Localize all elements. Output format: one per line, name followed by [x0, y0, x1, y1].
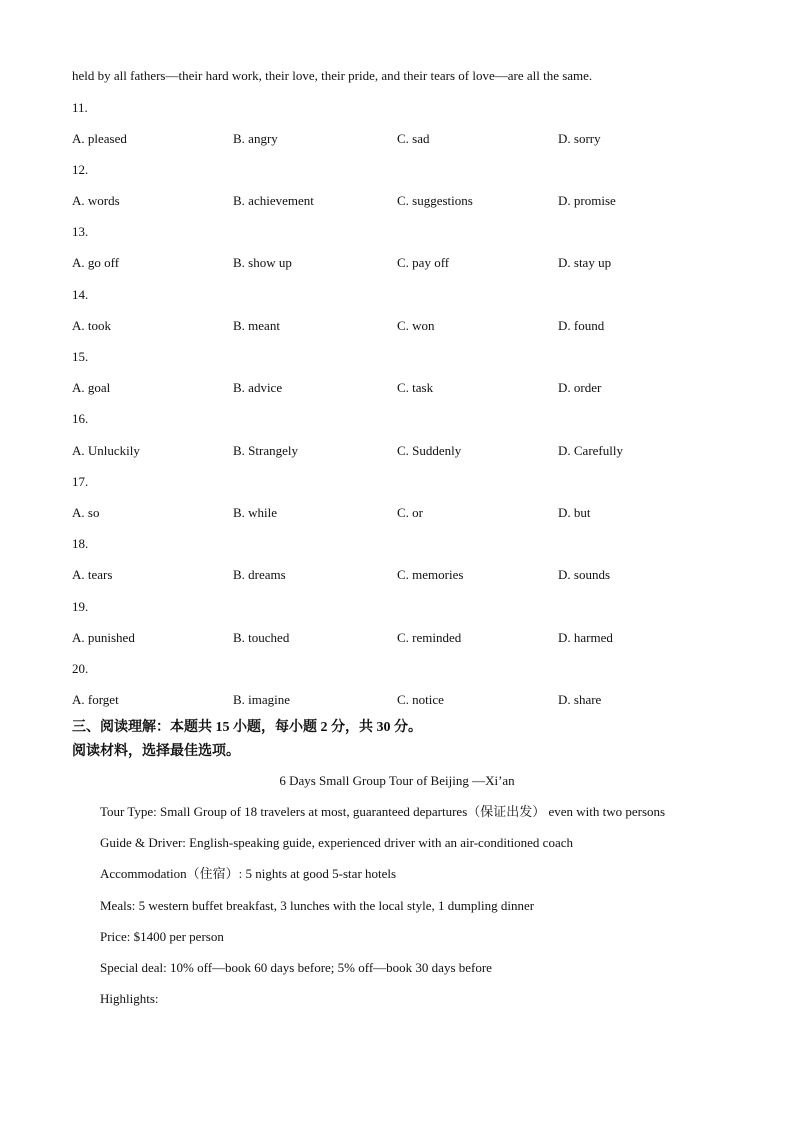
options-row	[0, 318, 794, 334]
options-row	[0, 131, 794, 147]
price-line: Price: $1400 per person	[100, 929, 224, 944]
option-c: C. pay off	[397, 255, 450, 270]
options-row	[0, 567, 794, 583]
question-number: 18.	[72, 536, 89, 551]
option-c: C. task	[397, 380, 434, 395]
meals-line: Meals: 5 western buffet breakfast, 3 lunches with the local style, 1 dumpling dinner	[100, 898, 535, 913]
options-row	[0, 692, 794, 708]
option-d: D. harmed	[558, 630, 613, 645]
option-d: D. Carefully	[558, 443, 623, 458]
option-c: C. won	[397, 318, 435, 333]
option-b: B. Strangely	[233, 443, 298, 458]
option-d: D. sounds	[558, 567, 611, 582]
option-b: B. touched	[233, 630, 290, 645]
option-a: A. words	[72, 193, 120, 208]
option-c: C. notice	[397, 692, 444, 707]
option-a: A. forget	[72, 692, 119, 707]
section-heading: 三、阅读理解：本题共 15 小题，每小题 2 分，共 30 分。	[72, 720, 422, 735]
special-deal-line: Special deal: 10% off—book 60 days before; 5% off—book 30 days before	[100, 960, 492, 975]
question-number: 17.	[72, 474, 89, 489]
options-row	[0, 193, 794, 209]
options-row	[0, 380, 794, 396]
option-b: B. show up	[233, 255, 292, 270]
section-instruction: 阅读材料，选择最佳选项。	[72, 744, 240, 759]
option-d: D. promise	[558, 193, 616, 208]
option-a: A. go off	[72, 255, 120, 270]
question-number: 20.	[72, 661, 89, 676]
tour-title: 6 Days Small Group Tour of Beijing —Xi’an	[279, 773, 515, 788]
question-number: 11.	[72, 100, 88, 115]
option-d: D. found	[558, 318, 605, 333]
option-c: C. reminded	[397, 630, 462, 645]
question-number: 12.	[72, 162, 89, 177]
option-b: B. while	[233, 505, 278, 520]
question-number: 15.	[72, 349, 89, 364]
option-b: B. advice	[233, 380, 283, 395]
question-number: 16.	[72, 411, 89, 426]
options-row	[0, 255, 794, 271]
option-a: A. goal	[72, 380, 111, 395]
question-number: 13.	[72, 224, 89, 239]
option-d: D. but	[558, 505, 591, 520]
option-c: C. memories	[397, 567, 464, 582]
option-d: D. stay up	[558, 255, 612, 270]
option-d: D. order	[558, 380, 602, 395]
guide-driver-line: Guide & Driver: English-speaking guide, experienced driver with an air-conditioned coach	[100, 835, 573, 850]
option-a: A. tears	[72, 567, 113, 582]
option-c: C. sad	[397, 131, 430, 146]
option-c: C. suggestions	[397, 193, 473, 208]
passage-tail: held by all fathers—their hard work, their love, their pride, and their tears of love—are all the same.	[72, 68, 593, 83]
options-row	[0, 443, 794, 459]
option-a: A. Unluckily	[72, 443, 140, 458]
options-row	[0, 630, 794, 646]
tour-type-line: Tour Type: Small Group of 18 travelers at most, guaranteed departures（保证出发） even with two persons	[100, 804, 666, 819]
accommodation-line: Accommodation（住宿）: 5 nights at good 5-star hotels	[100, 866, 397, 881]
highlights-label: Highlights:	[100, 991, 159, 1006]
option-a: A. so	[72, 505, 100, 520]
option-d: D. share	[558, 692, 602, 707]
question-number: 19.	[72, 599, 89, 614]
option-b: B. dreams	[233, 567, 286, 582]
option-b: B. achievement	[233, 193, 314, 208]
question-number: 14.	[72, 287, 89, 302]
option-d: D. sorry	[558, 131, 601, 146]
option-a: A. punished	[72, 630, 135, 645]
option-a: A. took	[72, 318, 111, 333]
option-b: B. imagine	[233, 692, 291, 707]
option-a: A. pleased	[72, 131, 127, 146]
option-c: C. or	[397, 505, 423, 520]
options-row	[0, 505, 794, 521]
option-b: B. angry	[233, 131, 278, 146]
option-c: C. Suddenly	[397, 443, 462, 458]
option-b: B. meant	[233, 318, 280, 333]
